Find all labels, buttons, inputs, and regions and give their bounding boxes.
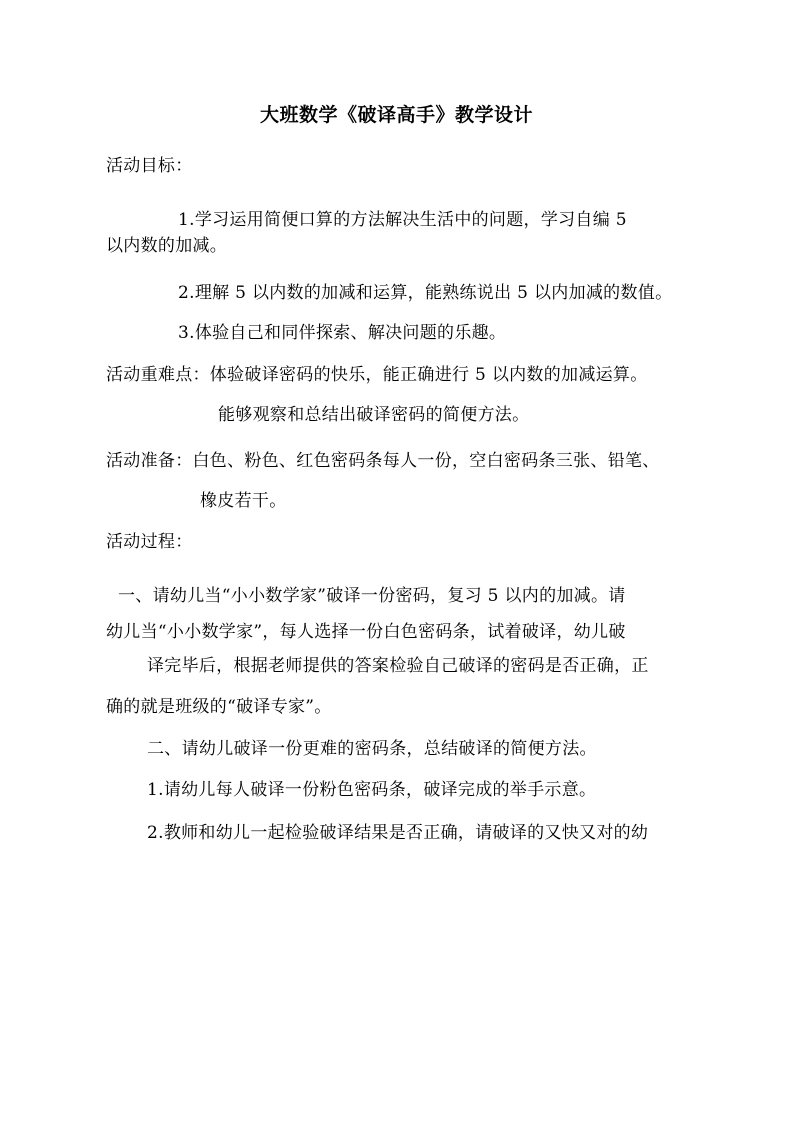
key-points-line-2: 能够观察和总结出破译密码的简便方法。 (218, 405, 530, 425)
preparation-line-2: 橡皮若干。 (200, 491, 287, 511)
goal-1-line-2: 以内数的加减。 (106, 236, 228, 256)
step-1-line-3: 译完毕后，根据老师提供的答案检验自己破译的密码是否正确，正 (147, 656, 649, 676)
step-1-line-1: 一、请幼儿当“小小数学家”破译一份密码，复习 5 以内的加减。请 (118, 586, 626, 606)
step-1-line-4: 确的就是班级的“破译专家”。 (106, 697, 332, 717)
step-2-item-2: 2.教师和幼儿一起检验破译结果是否正确，请破译的又快又对的幼 (147, 823, 649, 843)
preparation-line-1: 活动准备：白色、粉色、红色密码条每人一份，空白密码条三张、铅笔、 (106, 451, 660, 471)
process-heading: 活动过程： (106, 532, 193, 552)
step-2: 二、请幼儿破译一份更难的密码条，总结破译的简便方法。 (147, 739, 597, 759)
step-1-line-2: 幼儿当“小小数学家”，每人选择一份白色密码条，试着破译，幼儿破 (106, 622, 626, 642)
step-2-item-1: 1.请幼儿每人破译一份粉色密码条，破译完成的举手示意。 (147, 780, 597, 800)
goals-heading: 活动目标： (106, 156, 193, 176)
goal-2: 2.理解 5 以内数的加减和运算，能熟练说出 5 以内加减的数值。 (178, 283, 673, 303)
document-title: 大班数学《破译高手》教学设计 (259, 104, 533, 126)
goal-1-line-1: 1.学习运用简便口算的方法解决生活中的问题，学习自编 5 (178, 210, 627, 230)
key-points-line-1: 活动重难点：体验破译密码的快乐，能正确进行 5 以内数的加减运算。 (106, 365, 648, 385)
goal-3: 3.体验自己和同伴探索、解决问题的乐趣。 (178, 323, 507, 343)
